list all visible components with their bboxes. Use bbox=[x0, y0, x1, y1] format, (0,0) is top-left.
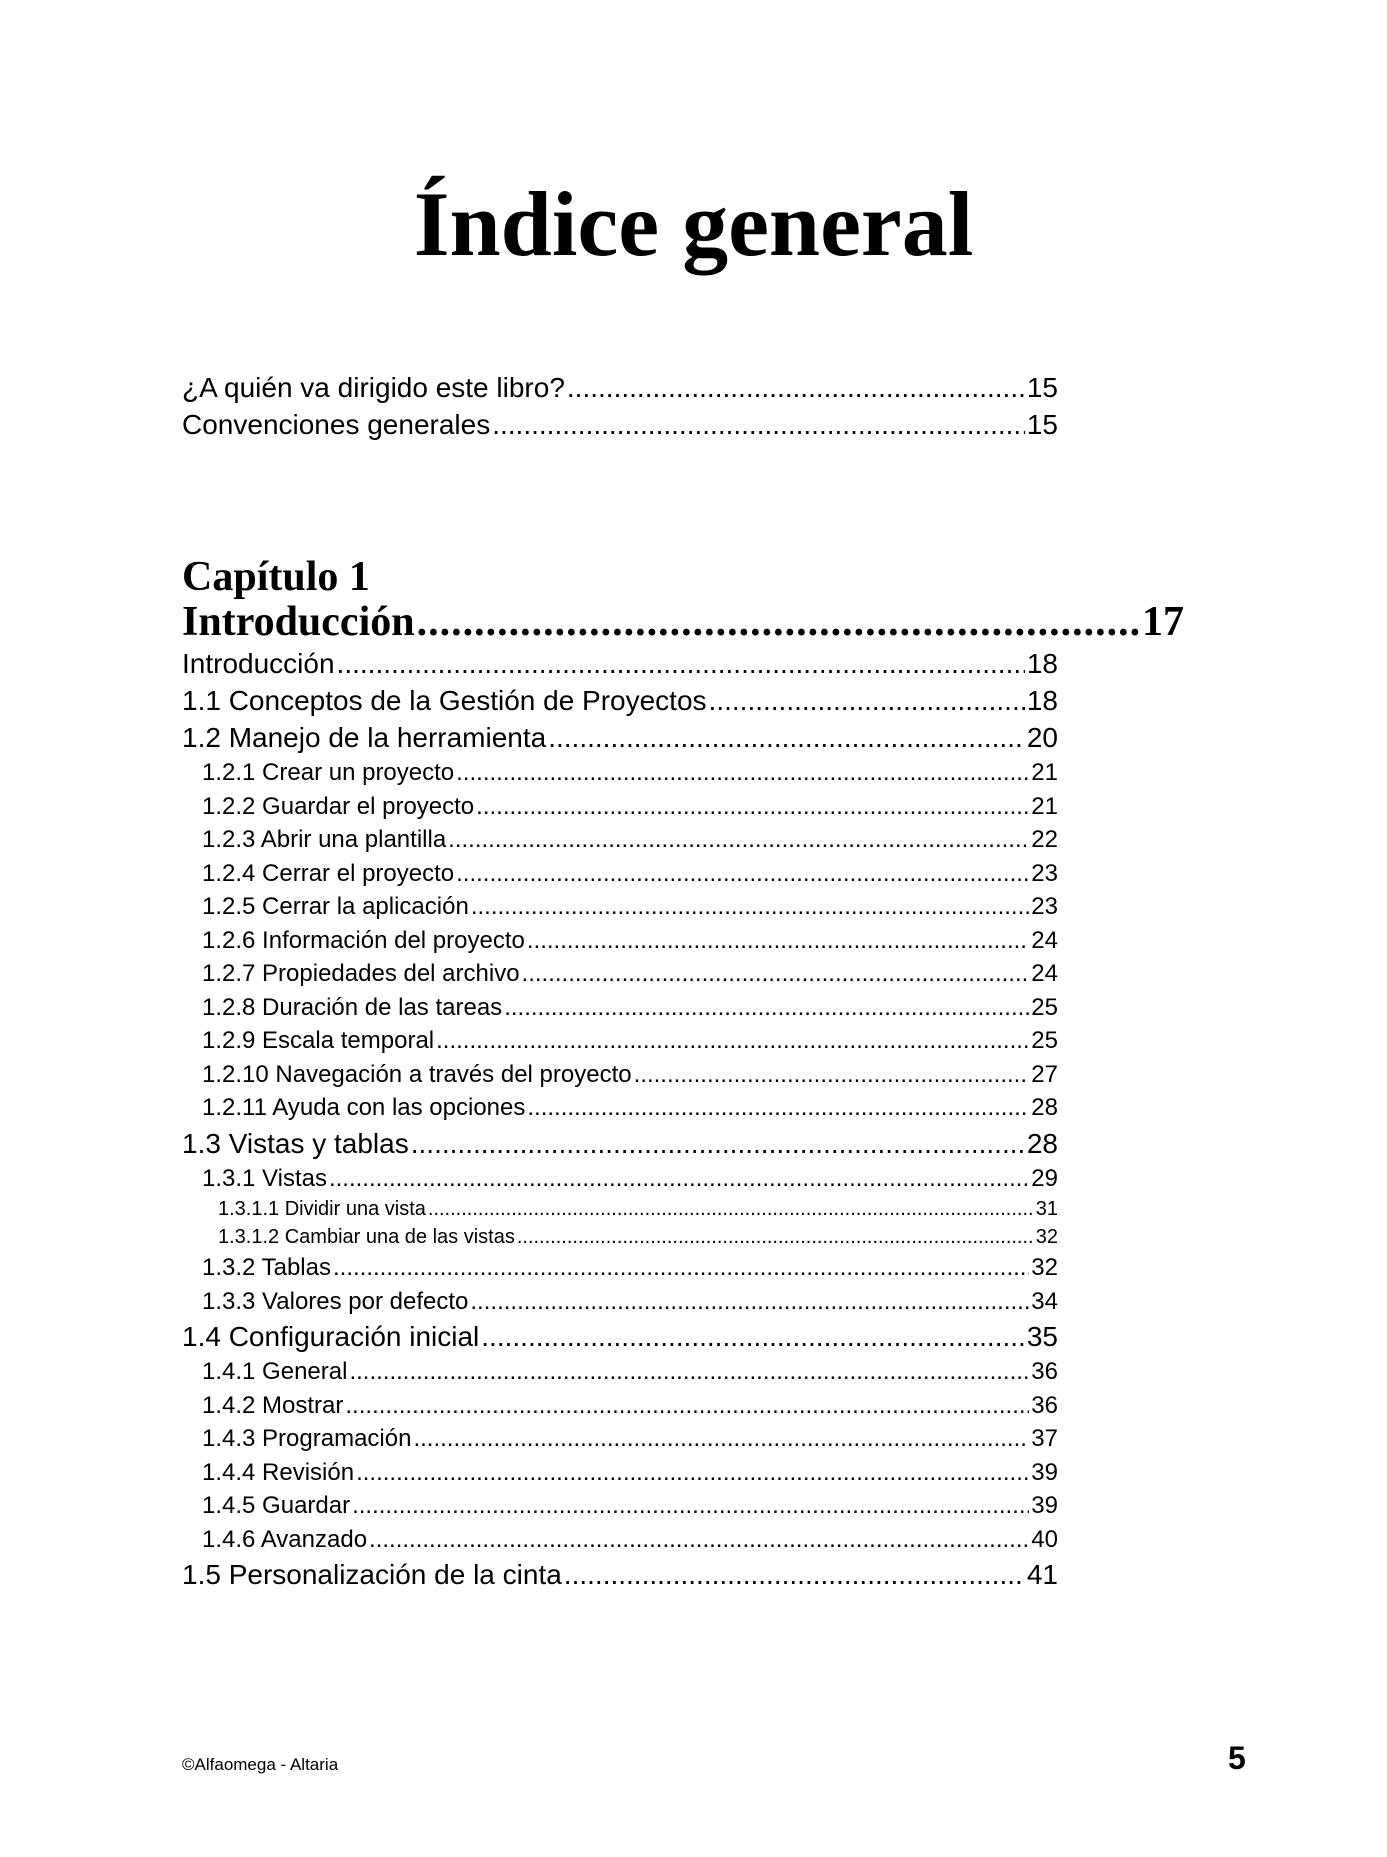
toc-leader bbox=[470, 1288, 1029, 1316]
toc-leader bbox=[548, 722, 1025, 754]
toc-subentry[interactable] bbox=[182, 1288, 1058, 1322]
toc-entry-label: ¿A quién va dirigido este libro? bbox=[182, 372, 565, 403]
toc-entry-label: 1.4.3 Programación bbox=[202, 1425, 412, 1452]
toc-leader bbox=[564, 1559, 1025, 1591]
toc-leader bbox=[356, 1459, 1029, 1487]
toc-entry-label: 1.2.4 Cerrar el proyecto bbox=[202, 859, 455, 887]
toc-subentry[interactable] bbox=[182, 759, 1058, 793]
toc-entry[interactable] bbox=[182, 409, 1058, 446]
toc-entry-label: 1.2.7 Propiedades del archivo bbox=[202, 960, 520, 987]
toc-entry[interactable] bbox=[182, 372, 1058, 409]
toc-subsubentry[interactable] bbox=[182, 1226, 1058, 1254]
toc-subentry[interactable] bbox=[182, 1358, 1058, 1392]
toc-entry-page: 25 bbox=[1031, 993, 1058, 1021]
front-matter-list bbox=[182, 372, 1058, 446]
toc-leader bbox=[411, 1128, 1025, 1160]
toc-subentry[interactable] bbox=[182, 1165, 1058, 1199]
toc-leader bbox=[481, 1321, 1025, 1353]
toc-entry-page: 23 bbox=[1031, 859, 1058, 887]
toc-subentry[interactable] bbox=[182, 960, 1058, 994]
toc-leader bbox=[527, 1094, 1029, 1122]
toc-entry-page: 24 bbox=[1031, 926, 1058, 954]
footer-publisher: ©Alfaomega - Altaria bbox=[182, 1755, 339, 1774]
toc-entry-label: Introducción bbox=[182, 648, 335, 679]
chapter-title: Introducción bbox=[182, 599, 415, 645]
toc-leader bbox=[456, 759, 1029, 787]
footer-page-number: 5 bbox=[1228, 1740, 1246, 1776]
toc-entry-page: 31 bbox=[1035, 1198, 1058, 1220]
toc-entry[interactable] bbox=[182, 1128, 1058, 1165]
toc-entry-label: 1.3.1 Vistas bbox=[202, 1164, 327, 1192]
toc-subentry[interactable] bbox=[182, 893, 1058, 927]
toc-entry-page: 29 bbox=[1031, 1164, 1058, 1192]
toc-entry-page: 39 bbox=[1031, 1492, 1058, 1519]
toc-entry-page: 24 bbox=[1031, 960, 1058, 987]
chapter-page: 17 bbox=[1142, 599, 1184, 645]
toc-entry-page: 25 bbox=[1031, 1027, 1058, 1054]
toc-entry-page: 15 bbox=[1026, 372, 1058, 403]
toc-entry-label: 1.3.1.1 Dividir una vista bbox=[218, 1198, 426, 1220]
toc-entry-page: 35 bbox=[1026, 1321, 1058, 1352]
toc-entry-page: 41 bbox=[1026, 1559, 1058, 1590]
toc-subentry[interactable] bbox=[182, 1094, 1058, 1128]
toc-entry-label: 1.3.2 Tablas bbox=[202, 1254, 331, 1281]
toc-entry-label: Convenciones generales bbox=[182, 409, 491, 440]
toc-leader bbox=[492, 409, 1025, 441]
toc-leader bbox=[448, 826, 1029, 854]
chapter-toc-list bbox=[182, 648, 1058, 1596]
toc-leader bbox=[436, 1027, 1029, 1055]
toc-leader bbox=[456, 860, 1029, 888]
chapter-label: Capítulo 1 bbox=[182, 554, 370, 600]
toc-leader bbox=[709, 685, 1025, 717]
toc-subentry[interactable] bbox=[182, 860, 1058, 894]
toc-subentry[interactable] bbox=[182, 1061, 1058, 1095]
toc-leader bbox=[369, 1526, 1029, 1554]
toc-subentry[interactable] bbox=[182, 1492, 1058, 1526]
page-title: Índice general bbox=[413, 173, 974, 275]
toc-leader bbox=[517, 1226, 1034, 1249]
toc-entry-label: 1.2.5 Cerrar la aplicación bbox=[202, 893, 469, 920]
toc-entry-label: 1.2.10 Navegación a través del proyecto bbox=[202, 1060, 632, 1088]
toc-subentry[interactable] bbox=[182, 1254, 1058, 1288]
toc-leader bbox=[345, 1392, 1029, 1420]
toc-leader bbox=[471, 893, 1029, 921]
toc-entry-label: 1.2.6 Información del proyecto bbox=[202, 926, 525, 954]
toc-entry-page: 23 bbox=[1031, 893, 1058, 920]
toc-entry-label: 1.4.4 Revisión bbox=[202, 1458, 355, 1486]
toc-leader bbox=[413, 1425, 1029, 1453]
toc-leader bbox=[337, 648, 1025, 680]
toc-entry[interactable] bbox=[182, 685, 1058, 722]
toc-entry-label: 1.3 Vistas y tablas bbox=[182, 1127, 409, 1159]
toc-leader bbox=[504, 994, 1029, 1022]
toc-entry[interactable] bbox=[182, 648, 1058, 685]
toc-leader bbox=[349, 1358, 1029, 1386]
toc-entry-page: 32 bbox=[1035, 1226, 1058, 1248]
toc-leader bbox=[329, 1165, 1029, 1193]
toc-leader bbox=[428, 1198, 1034, 1221]
toc-entry-page: 21 bbox=[1031, 792, 1058, 820]
toc-entry-page: 37 bbox=[1031, 1425, 1058, 1452]
toc-entry-page: 36 bbox=[1031, 1391, 1058, 1419]
toc-subentry[interactable] bbox=[182, 927, 1058, 961]
toc-entry-label: 1.4.5 Guardar bbox=[202, 1492, 351, 1519]
toc-leader bbox=[476, 793, 1029, 821]
toc-entry-label: 1.4.6 Avanzado bbox=[202, 1525, 368, 1553]
toc-subsubentry[interactable] bbox=[182, 1198, 1058, 1226]
toc-subentry[interactable] bbox=[182, 994, 1058, 1028]
toc-leader bbox=[634, 1061, 1030, 1089]
toc-leader bbox=[567, 372, 1025, 404]
toc-entry-page: 34 bbox=[1031, 1287, 1058, 1315]
toc-entry-page: 15 bbox=[1026, 409, 1058, 440]
toc-entry-label: 1.2.1 Crear un proyecto bbox=[202, 759, 455, 786]
toc-subentry[interactable] bbox=[182, 793, 1058, 827]
toc-entry-label: 1.5 Personalización de la cinta bbox=[182, 1559, 562, 1590]
toc-entry-page: 36 bbox=[1031, 1358, 1058, 1385]
toc-entry[interactable] bbox=[182, 1321, 1058, 1358]
toc-leader bbox=[333, 1254, 1029, 1282]
toc-entry-label: 1.2.11 Ayuda con las opciones bbox=[202, 1094, 526, 1121]
toc-entry-label: 1.4.2 Mostrar bbox=[202, 1391, 344, 1419]
toc-entry-page: 20 bbox=[1026, 722, 1058, 753]
toc-entry-label: 1.3.3 Valores por defecto bbox=[202, 1287, 469, 1315]
toc-entry-label: 1.2.2 Guardar el proyecto bbox=[202, 792, 475, 820]
toc-entry-label: 1.4.1 General bbox=[202, 1358, 348, 1385]
toc-entry-page: 28 bbox=[1031, 1094, 1058, 1121]
toc-entry-label: 1.1 Conceptos de la Gestión de Proyectos bbox=[182, 685, 707, 716]
toc-subentry[interactable] bbox=[182, 1526, 1058, 1560]
toc-entry-page: 32 bbox=[1031, 1254, 1058, 1281]
toc-subentry[interactable] bbox=[182, 1027, 1058, 1061]
toc-entry-page: 27 bbox=[1031, 1060, 1058, 1088]
toc-entry-page: 21 bbox=[1031, 759, 1058, 786]
toc-entry-label: 1.2.3 Abrir una plantilla bbox=[202, 826, 447, 853]
toc-entry-label: 1.3.1.2 Cambiar una de las vistas bbox=[218, 1226, 515, 1248]
chapter-title-entry[interactable] bbox=[182, 598, 1184, 646]
toc-leader bbox=[527, 927, 1029, 955]
toc-entry-label: 1.2.9 Escala temporal bbox=[202, 1027, 435, 1054]
toc-leader bbox=[417, 598, 1140, 646]
toc-entry-label: 1.2 Manejo de la herramienta bbox=[182, 722, 547, 753]
toc-subentry[interactable] bbox=[182, 1459, 1058, 1493]
toc-entry-page: 18 bbox=[1026, 648, 1058, 679]
toc-entry-label: 1.2.8 Duración de las tareas bbox=[202, 993, 503, 1021]
toc-entry-page: 39 bbox=[1031, 1458, 1058, 1486]
toc-entry-page: 18 bbox=[1026, 685, 1058, 716]
toc-entry[interactable] bbox=[182, 722, 1058, 759]
toc-entry-page: 40 bbox=[1031, 1525, 1058, 1553]
toc-entry[interactable] bbox=[182, 1559, 1058, 1596]
toc-leader bbox=[352, 1492, 1029, 1520]
toc-subentry[interactable] bbox=[182, 1392, 1058, 1426]
toc-entry-page: 28 bbox=[1026, 1127, 1058, 1159]
toc-entry-label: 1.4 Configuración inicial bbox=[182, 1321, 480, 1352]
toc-subentry[interactable] bbox=[182, 826, 1058, 860]
toc-subentry[interactable] bbox=[182, 1425, 1058, 1459]
toc-entry-page: 22 bbox=[1031, 826, 1058, 853]
toc-leader bbox=[522, 960, 1030, 988]
